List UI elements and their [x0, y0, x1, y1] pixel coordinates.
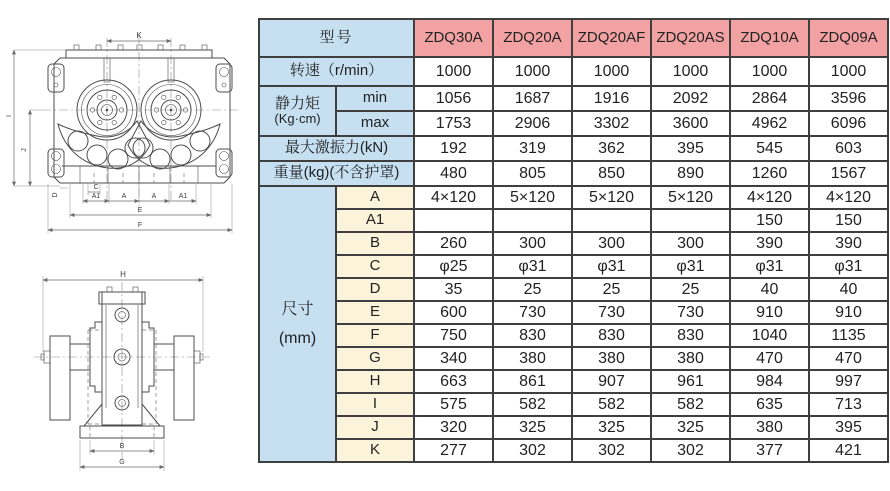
- dim-label-g: G: [119, 459, 125, 466]
- front-view-housing: [48, 45, 232, 183]
- value-cell: 192: [414, 136, 493, 161]
- value-cell: 830: [651, 324, 730, 347]
- value-cell: 380: [493, 347, 572, 370]
- value-cell: φ31: [730, 255, 809, 278]
- max-force-label: 最大激振力(kN): [259, 136, 414, 161]
- dim-row-B: [259, 232, 888, 255]
- value-cell: 1000: [651, 57, 730, 86]
- speed-row: [259, 57, 888, 86]
- value-cell: 300: [493, 232, 572, 255]
- value-cell: 582: [651, 393, 730, 416]
- dim-key-cell: J: [336, 416, 414, 439]
- dim-row-J: [259, 416, 888, 439]
- dim-key-cell: A1: [336, 209, 414, 232]
- value-cell: 325: [651, 416, 730, 439]
- dim-row-I: [259, 393, 888, 416]
- value-cell: 25: [651, 278, 730, 301]
- value-cell: 390: [809, 232, 888, 255]
- dim-row-F: [259, 324, 888, 347]
- dim-key-cell: K: [336, 439, 414, 462]
- dim-row-E: [259, 301, 888, 324]
- value-cell: 1260: [730, 161, 809, 186]
- value-cell: 830: [572, 324, 651, 347]
- value-cell: 260: [414, 232, 493, 255]
- value-cell: 1135: [809, 324, 888, 347]
- value-cell: 1000: [572, 57, 651, 86]
- value-cell: 3596: [809, 86, 888, 111]
- value-cell: 470: [809, 347, 888, 370]
- dimensions-label: [259, 186, 336, 462]
- value-cell: 319: [493, 136, 572, 161]
- value-cell: [572, 209, 651, 232]
- model-header-label: 型号: [259, 19, 414, 57]
- dimensions-title: 尺寸: [281, 300, 314, 318]
- model-header-cell: ZDQ20AS: [651, 19, 730, 57]
- model-header-cell: ZDQ09A: [809, 19, 888, 57]
- dim-key-cell: G: [336, 347, 414, 370]
- min-label: min: [336, 86, 414, 111]
- table-header-row: [259, 19, 888, 57]
- dim-row-G: [259, 347, 888, 370]
- value-cell: 340: [414, 347, 493, 370]
- value-cell: [414, 209, 493, 232]
- value-cell: 850: [572, 161, 651, 186]
- dim-row-H: [259, 370, 888, 393]
- value-cell: 910: [809, 301, 888, 324]
- dim-label-k: K: [136, 31, 142, 40]
- value-cell: 910: [730, 301, 809, 324]
- value-cell: 325: [493, 416, 572, 439]
- value-cell: 480: [414, 161, 493, 186]
- value-cell: 1567: [809, 161, 888, 186]
- value-cell: 575: [414, 393, 493, 416]
- value-cell: 25: [572, 278, 651, 301]
- dim-row-D: [259, 278, 888, 301]
- dim-row-K: [259, 439, 888, 462]
- dim-label-d: D: [52, 192, 59, 198]
- value-cell: φ31: [572, 255, 651, 278]
- value-cell: 5×120: [651, 186, 730, 209]
- value-cell: 907: [572, 370, 651, 393]
- value-cell: 582: [493, 393, 572, 416]
- dim-label-a1-right: A1: [178, 193, 188, 200]
- value-cell: 25: [493, 278, 572, 301]
- value-cell: 395: [809, 416, 888, 439]
- value-cell: 713: [809, 393, 888, 416]
- value-cell: 300: [572, 232, 651, 255]
- value-cell: 750: [414, 324, 493, 347]
- value-cell: 380: [651, 347, 730, 370]
- dim-label-a1-left: A1: [91, 193, 101, 200]
- value-cell: 1753: [414, 111, 493, 136]
- value-cell: 730: [493, 301, 572, 324]
- dim-label-f: F: [137, 222, 143, 229]
- value-cell: 545: [730, 136, 809, 161]
- static-moment-max-row: [259, 111, 888, 136]
- value-cell: 1687: [493, 86, 572, 111]
- value-cell: φ31: [809, 255, 888, 278]
- front-view-drawing: [0, 8, 252, 246]
- dim-key-cell: F: [336, 324, 414, 347]
- dim-key-cell: B: [336, 232, 414, 255]
- value-cell: 805: [493, 161, 572, 186]
- value-cell: 5×120: [493, 186, 572, 209]
- value-cell: 40: [809, 278, 888, 301]
- value-cell: 984: [730, 370, 809, 393]
- value-cell: 600: [414, 301, 493, 324]
- value-cell: 302: [572, 439, 651, 462]
- dim-row-A1: [259, 209, 888, 232]
- value-cell: 1000: [414, 57, 493, 86]
- value-cell: 421: [809, 439, 888, 462]
- value-cell: 395: [651, 136, 730, 161]
- value-cell: φ31: [651, 255, 730, 278]
- value-cell: 4962: [730, 111, 809, 136]
- dim-label-i: I: [6, 115, 13, 117]
- value-cell: 380: [572, 347, 651, 370]
- model-header-cell: ZDQ20A: [493, 19, 572, 57]
- value-cell: 1000: [809, 57, 888, 86]
- value-cell: φ31: [493, 255, 572, 278]
- dim-key-cell: E: [336, 301, 414, 324]
- dim-label-b: B: [119, 443, 125, 450]
- dimensions-unit: (mm): [278, 330, 317, 347]
- dim-label-h: H: [120, 270, 126, 279]
- value-cell: 40: [730, 278, 809, 301]
- value-cell: 635: [730, 393, 809, 416]
- value-cell: 35: [414, 278, 493, 301]
- value-cell: 830: [493, 324, 572, 347]
- value-cell: 1916: [572, 86, 651, 111]
- value-cell: 890: [651, 161, 730, 186]
- weight-row: [259, 161, 888, 186]
- side-view-centerlines: [34, 282, 210, 460]
- dim-label-a-left: A: [121, 193, 127, 200]
- value-cell: 663: [414, 370, 493, 393]
- value-cell: 3600: [651, 111, 730, 136]
- model-header-cell: ZDQ10A: [730, 19, 809, 57]
- value-cell: 4×120: [414, 186, 493, 209]
- value-cell: 582: [572, 393, 651, 416]
- value-cell: 1056: [414, 86, 493, 111]
- model-header-cell: ZDQ20AF: [572, 19, 651, 57]
- value-cell: 4×120: [730, 186, 809, 209]
- value-cell: 377: [730, 439, 809, 462]
- side-view-dimensions: [43, 270, 203, 471]
- value-cell: 730: [572, 301, 651, 324]
- value-cell: 5×120: [572, 186, 651, 209]
- value-cell: [493, 209, 572, 232]
- value-cell: 277: [414, 439, 493, 462]
- value-cell: 150: [730, 209, 809, 232]
- dim-key-cell: H: [336, 370, 414, 393]
- dim-row-C: [259, 255, 888, 278]
- static-moment-min-row: [259, 86, 888, 111]
- value-cell: 320: [414, 416, 493, 439]
- dim-key-cell: I: [336, 393, 414, 416]
- value-cell: 362: [572, 136, 651, 161]
- dim-label-e: E: [137, 207, 143, 214]
- value-cell: 390: [730, 232, 809, 255]
- value-cell: [651, 209, 730, 232]
- value-cell: 2906: [493, 111, 572, 136]
- dim-row-A: [259, 186, 888, 209]
- value-cell: 4×120: [809, 186, 888, 209]
- value-cell: 2092: [651, 86, 730, 111]
- max-label: max: [336, 111, 414, 136]
- model-header-cell: ZDQ30A: [414, 19, 493, 57]
- value-cell: 150: [809, 209, 888, 232]
- value-cell: 2864: [730, 86, 809, 111]
- value-cell: 325: [572, 416, 651, 439]
- value-cell: 1040: [730, 324, 809, 347]
- value-cell: 380: [730, 416, 809, 439]
- value-cell: 1000: [493, 57, 572, 86]
- dim-key-cell: D: [336, 278, 414, 301]
- dim-label-a-right: A: [151, 193, 157, 200]
- value-cell: 997: [809, 370, 888, 393]
- dim-key-cell: A: [336, 186, 414, 209]
- dim-label-c: C: [93, 184, 99, 191]
- max-force-row: [259, 136, 888, 161]
- value-cell: 302: [651, 439, 730, 462]
- value-cell: 1000: [730, 57, 809, 86]
- value-cell: 302: [493, 439, 572, 462]
- value-cell: 300: [651, 232, 730, 255]
- side-view-drawing: [0, 258, 240, 488]
- weight-label: 重量(kg)(不含护罩): [259, 161, 414, 186]
- value-cell: 730: [651, 301, 730, 324]
- static-moment-unit: (Kg·cm): [274, 111, 321, 127]
- value-cell: φ25: [414, 255, 493, 278]
- static-moment-title: 静力矩: [274, 94, 320, 112]
- dim-label-j: J: [21, 148, 28, 152]
- value-cell: 603: [809, 136, 888, 161]
- value-cell: 3302: [572, 111, 651, 136]
- value-cell: 470: [730, 347, 809, 370]
- spec-table: [258, 18, 889, 463]
- dim-key-cell: C: [336, 255, 414, 278]
- speed-row-label: 转速（r/min）: [259, 57, 414, 86]
- value-cell: 961: [651, 370, 730, 393]
- static-moment-label: [259, 86, 336, 136]
- value-cell: 6096: [809, 111, 888, 136]
- value-cell: 861: [493, 370, 572, 393]
